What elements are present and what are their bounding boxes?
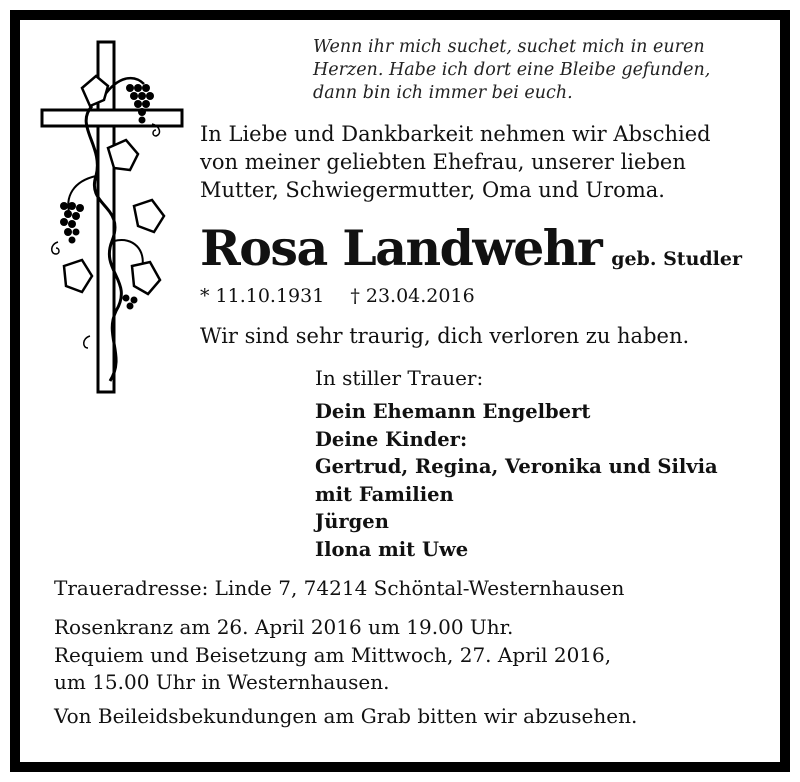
intro-line: Mutter, Schwiegermutter, Oma und Uroma.	[200, 178, 665, 202]
cross-with-grapevine-icon	[34, 36, 186, 398]
life-dates	[200, 284, 475, 308]
condolence-note: Von Beileidsbekundungen am Grab bitten wir abzusehen.	[54, 704, 638, 728]
mourner-entry: Deine Kinder:	[315, 427, 468, 451]
motto-line: Herzen. Habe ich dort eine Bleibe gefunden,	[313, 60, 711, 80]
death-date: † 23.04.2016	[350, 285, 475, 307]
intro-line: In Liebe und Dankbarkeit nehmen wir Abschied	[200, 122, 711, 146]
mourner-entry: Ilona mit Uwe	[315, 537, 469, 561]
mourner-entry: mit Familien	[315, 482, 454, 506]
maiden-name: geb. Studler	[611, 248, 742, 270]
mourners-list	[315, 398, 718, 563]
mourner-entry: Dein Ehemann Engelbert	[315, 400, 591, 423]
motto-quote	[313, 36, 710, 105]
deceased-name: Rosa Landwehr	[200, 219, 602, 277]
deceased-heading	[200, 218, 742, 290]
sad-line: Wir sind sehr traurig, dich verloren zu haben.	[200, 324, 690, 348]
mourner-entry: Jürgen	[315, 510, 389, 533]
intro-text	[200, 120, 711, 204]
mourner-entry: Gertrud, Regina, Veronika und Silvia	[315, 455, 718, 478]
service-details	[54, 614, 611, 697]
service-line: Rosenkranz am 26. April 2016 um 19.00 Uhr.	[54, 615, 514, 639]
intro-line: von meiner geliebten Ehefrau, unserer lieben	[200, 150, 686, 174]
service-line: Requiem und Beisetzung am Mittwoch, 27. April 2016,	[54, 642, 612, 667]
birth-date: * 11.10.1931	[200, 285, 325, 307]
motto-line: dann bin ich immer bei euch.	[313, 83, 573, 103]
mourning-intro: In stiller Trauer:	[315, 366, 484, 390]
service-line: um 15.00 Uhr in Westernhausen.	[54, 670, 390, 694]
mourning-address: Traueradresse: Linde 7, 74214 Schöntal-Westernhausen	[54, 576, 625, 600]
motto-line: Wenn ihr mich suchet, suchet mich in euren	[313, 37, 705, 57]
